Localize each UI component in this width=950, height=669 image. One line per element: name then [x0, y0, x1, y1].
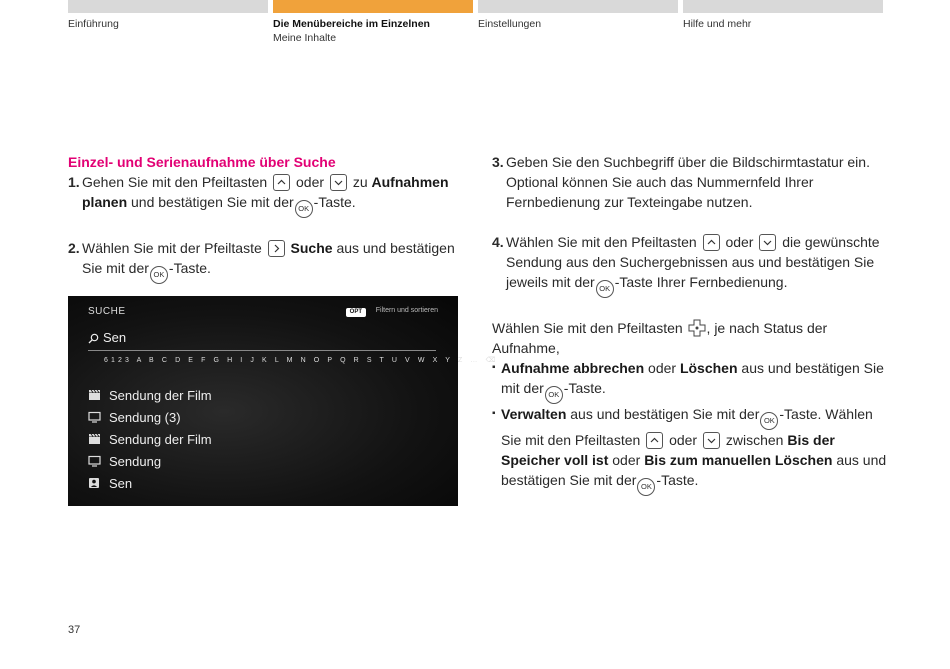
intro-text: Wählen Sie mit den Pfeiltasten , je nach Status der Aufnahme, — [492, 320, 828, 356]
ok-key-icon: OK — [295, 200, 313, 218]
arrow-up-key-icon — [273, 174, 290, 191]
search-screenshot — [68, 296, 499, 506]
result-item[interactable]: Sendung (3) — [88, 406, 212, 428]
tv-icon — [88, 455, 102, 467]
screen-title: SUCHE — [88, 306, 126, 317]
backspace-icon: ⌫ — [485, 357, 499, 364]
arrow-right-key-icon — [268, 240, 285, 257]
search-icon — [88, 333, 99, 344]
result-item[interactable]: Sendung der Film — [88, 428, 212, 450]
bullet-2: ▪ Verwalten aus und bestätigen Sie mit der OK -Taste. Wählen Sie mit den Pfeiltasten oder zwischen Bis der Speicher voll ist oder Bis zum manuellen Löschen aus und bestätigen Sie mit der OK -Taste. — [492, 404, 887, 496]
section-heading: Einzel- und Serienaufnahme über Suche — [68, 154, 336, 170]
opt-badge: OPT — [346, 308, 366, 317]
dpad-icon — [688, 319, 706, 337]
arrow-up-key-icon — [703, 234, 720, 251]
result-item[interactable]: Sen — [88, 472, 212, 494]
bullet-1: ▪ Aufnahme abbrechen oder Löschen aus und bestätigen Sie mit der OK -Taste. — [492, 358, 887, 404]
divider — [88, 350, 436, 351]
search-query: Sen — [88, 330, 126, 345]
arrow-down-key-icon — [703, 432, 720, 449]
tab-einfuehrung[interactable]: Einführung — [68, 0, 268, 31]
chapter-tabs — [68, 0, 883, 44]
tv-icon — [88, 411, 102, 423]
step-4: 4. Wählen Sie mit den Pfeiltasten oder die gewünschte Sendung aus den Suchergebnissen aus und bestätigen Sie jeweils mit der OK -Taste Ihrer Fernbedienung. — [492, 232, 887, 298]
arrow-up-key-icon — [646, 432, 663, 449]
step-3: 3. Geben Sie den Suchbegriff über die Bildschirmtastatur ein. Optional können Sie auch das Nummernfeld Ihrer Fernbedienung zur Texteingabe nutzen. — [492, 154, 870, 210]
search-results — [88, 384, 212, 494]
ok-key-icon: OK — [150, 266, 168, 284]
arrow-down-key-icon — [759, 234, 776, 251]
clapper-icon — [88, 389, 102, 401]
tab-hilfe[interactable]: Hilfe und mehr — [683, 0, 883, 31]
result-item[interactable]: Sendung der Film — [88, 384, 212, 406]
tab-menuebereiche[interactable]: Die Menübereiche im Einzelnen Meine Inhalte — [273, 0, 473, 45]
clapper-icon — [88, 433, 102, 445]
person-icon — [88, 477, 102, 489]
right-column — [492, 152, 887, 496]
step-2: 2. Wählen Sie mit der Pfeiltaste Suche aus und bestätigen Sie mit der OK -Taste. — [68, 238, 468, 284]
filter-label: Filtern und sortieren — [375, 307, 438, 314]
arrow-down-key-icon — [330, 174, 347, 191]
ok-key-icon: OK — [596, 280, 614, 298]
step-1: 1. Gehen Sie mit den Pfeiltasten oder zu Aufnahmen planen und bestätigen Sie mit der OK -Taste. — [68, 172, 468, 218]
ok-key-icon: OK — [760, 412, 778, 430]
page-number: 37 — [68, 624, 81, 636]
onscreen-keyboard: 6123 A B C D E F G H I J K L M N O P Q R S T U V W X Y Z … ⌫ — [104, 357, 499, 364]
left-column — [68, 152, 468, 284]
ok-key-icon: OK — [637, 478, 655, 496]
tab-einstellungen[interactable]: Einstellungen — [478, 0, 678, 31]
result-item[interactable]: Sendung — [88, 450, 212, 472]
ok-key-icon: OK — [545, 386, 563, 404]
